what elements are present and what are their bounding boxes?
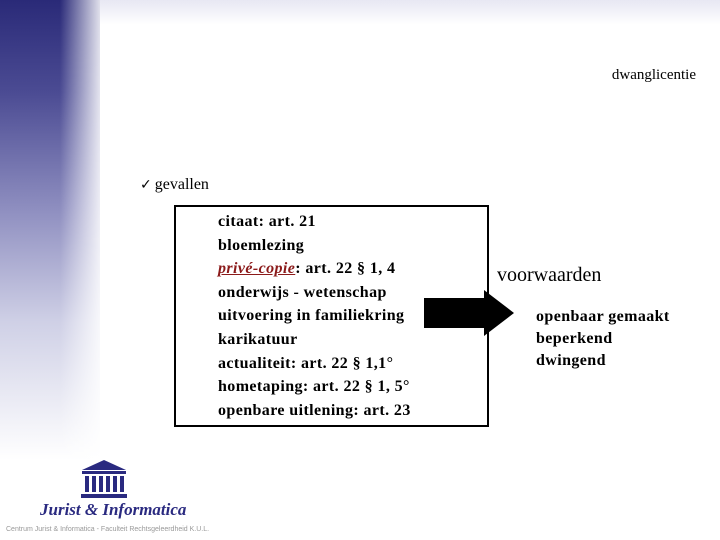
left-gradient-bar xyxy=(0,0,100,460)
bullet-gevallen xyxy=(140,176,209,194)
logo-text: Jurist & Informatica xyxy=(40,500,187,519)
case-item: hometaping: art. 22 § 1, 5° xyxy=(218,378,410,396)
case-item xyxy=(218,257,411,281)
checkmark-icon: ✓ xyxy=(140,177,152,193)
footer-text: Centrum Jurist & Informatica - Faculteit Rechtsgeleerdheid K.U.L. xyxy=(6,526,210,533)
prive-copie-link[interactable]: privé-copie xyxy=(218,260,296,278)
slide-title: dwanglicentie xyxy=(611,67,696,83)
conditions-list xyxy=(536,306,670,372)
condition-item: openbaar gemaakt xyxy=(536,308,670,325)
case-item: bloemlezing xyxy=(218,236,305,254)
case-item-rest: : art. 22 § 1, 4 xyxy=(295,260,396,278)
bullet-label: gevallen xyxy=(154,176,209,193)
case-item: uitvoering in familiekring xyxy=(218,307,405,325)
case-item: onderwijs - wetenschap xyxy=(218,283,387,301)
top-gradient-band xyxy=(100,0,720,25)
condition-item: beperkend xyxy=(536,330,613,347)
cases-list xyxy=(218,210,411,422)
conditions-title: voorwaarden xyxy=(497,264,602,286)
case-item: karikatuur xyxy=(218,330,298,348)
condition-item: dwingend xyxy=(536,352,606,369)
case-item: actualiteit: art. 22 § 1,1° xyxy=(218,354,394,372)
case-item: citaat: art. 21 xyxy=(218,213,316,230)
case-item: openbare uitlening: art. 23 xyxy=(218,401,411,419)
temple-logo-icon xyxy=(78,460,130,500)
right-arrow-icon xyxy=(424,290,516,336)
